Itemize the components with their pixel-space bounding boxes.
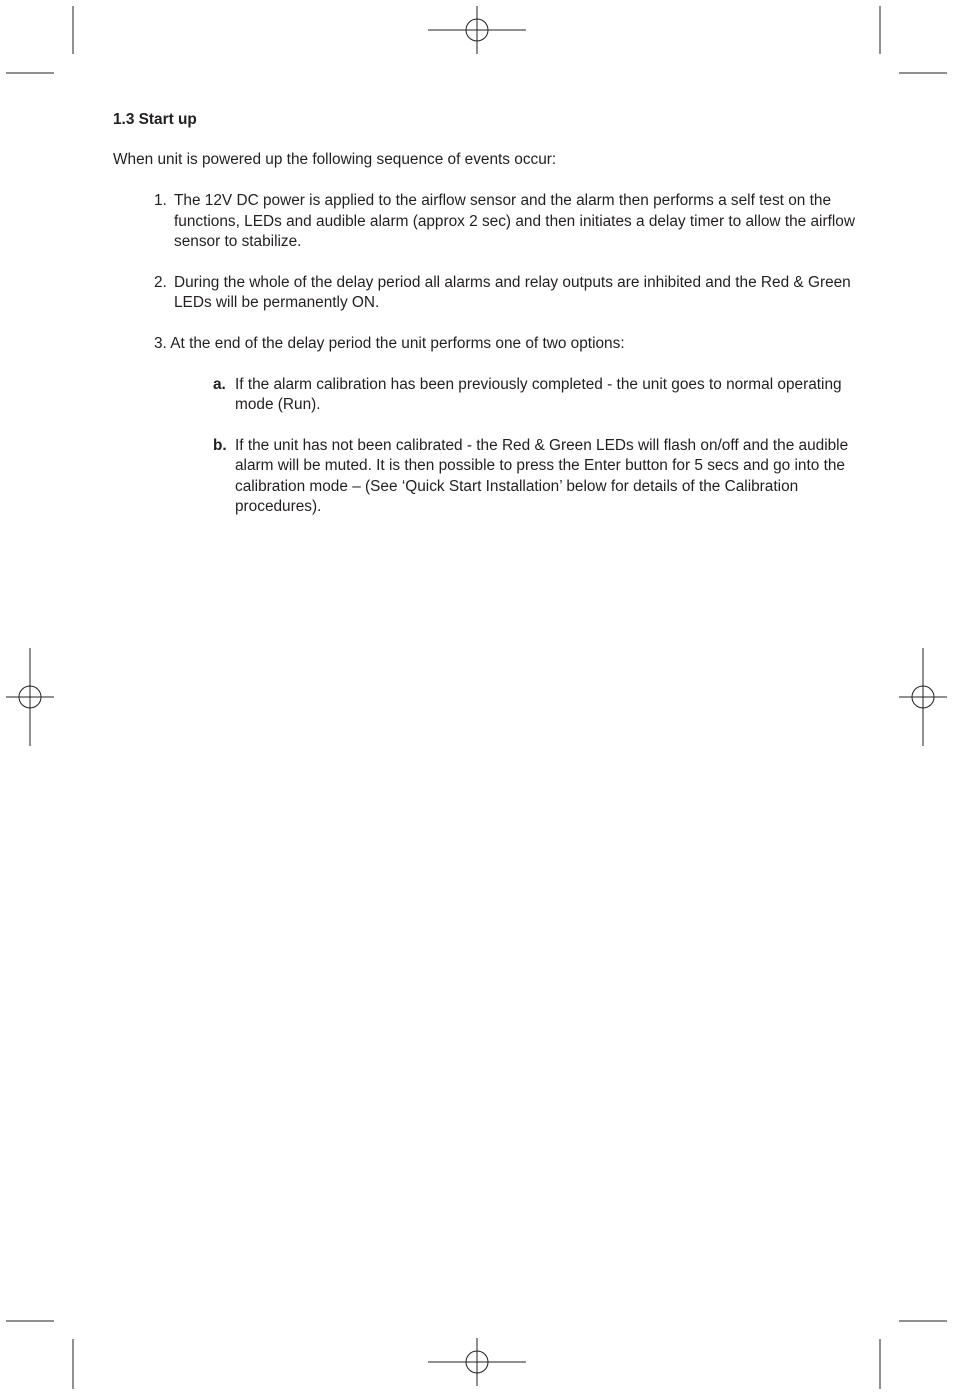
option-letter: a.	[213, 375, 226, 393]
step-text: At the end of the delay period the unit performs one of two options:	[170, 335, 625, 353]
option-letter: b.	[213, 437, 227, 455]
document-content	[113, 110, 858, 538]
list-item-option-a	[213, 375, 858, 416]
list-item-option-b	[213, 436, 858, 518]
registration-mark-top	[428, 6, 526, 54]
step-number: 3.	[154, 335, 167, 353]
section-heading: 1.3 Start up	[113, 111, 197, 128]
registration-mark-right	[899, 648, 947, 746]
list-item-step-3	[154, 334, 858, 354]
registration-mark-left	[6, 648, 54, 746]
step-number: 1.	[154, 192, 167, 210]
option-text: If the alarm calibration has been previously completed - the unit goes to normal operating mode (Run).	[235, 375, 842, 414]
step-text: The 12V DC power is applied to the airflow sensor and the alarm then performs a self test on the functions, LEDs and audible alarm (approx 2 sec) and then initiates a delay timer to allow the airflow sensor to stabilize.	[174, 192, 855, 251]
intro-paragraph: When unit is powered up the following sequence of events occur:	[113, 151, 557, 169]
registration-mark-bottom	[428, 1338, 526, 1386]
list-item-step-1	[154, 191, 858, 252]
list-item-step-2	[154, 273, 858, 314]
step-text: During the whole of the delay period all alarms and relay outputs are inhibited and the Red & Green LEDs will be permanently ON.	[174, 273, 851, 312]
step-number: 2.	[154, 273, 167, 291]
option-text: If the unit has not been calibrated - the Red & Green LEDs will flash on/off and the audible alarm will be muted. It is then possible to press the Enter button for 5 secs and go into the calibration mode – (See ‘Quick Start Installation’ below for details of the Calibration procedures).	[235, 437, 849, 516]
